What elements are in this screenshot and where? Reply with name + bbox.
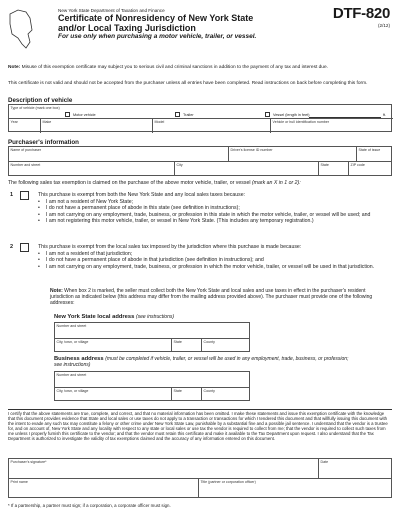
business-state-field[interactable] [172, 388, 202, 401]
state-label: State [320, 162, 329, 167]
local-city-label: City, town, or village [56, 339, 89, 344]
date-field[interactable] [319, 459, 392, 479]
business-county-label: County [203, 388, 215, 393]
certification-text: I certify that the above statements are true, complete, and correct, and that no material information has been omitted. I make these statements and issue this exemption certificate with the knowledge that this document provides evidence that State and local sales or use taxes do not apply to a transaction or transactions for which I tendered this document and that willfully issuing this document with the intent to evade any such tax may constitute a felony or other crime under New York State Law, punishable by a substantial fine and a possible jail sentence. I understand that the vendor is a trustee for, and on account of, New York State and any locality with respect to any state or local sales or use tax the vendor is required to collect from me; that the vendor is required to collect such taxes from me unless I properly furnish this certificate to the vendor; and that the vendor must retain this certificate and make it available to the Tax Department upon request. I also understand that the Tax Department is authorized to investigate the validity of tax exemptions claimed and the accuracy of any information entered on this document. [8, 411, 388, 442]
vin-label: Vehicle or hull identification number [272, 119, 330, 124]
list-item: • I am not registering this motor vehicle, trailer, or vessel in New York State. (This includes any temporary registration.) [38, 218, 388, 224]
form-title-line1: Certificate of Nonresidency of New York State [58, 13, 254, 23]
item1-heading: This purchase is exempt from both the New York State and any local sales taxes because: [38, 192, 246, 198]
business-street-field[interactable] [55, 372, 250, 388]
claim-line [8, 180, 392, 186]
validity-note: This certificate is not valid and should not be accepted from the purchaser unless all entries have been completed. Read instructions on back before completing this form. [8, 81, 368, 86]
item2-note-text: When box 2 is marked, the seller must collect both the New York State and local sales and use taxes in effect in the purchaser's resident jurisdiction as indicated below (this address may differ from the mailing address provided above). The purchaser must provide one of the following addresses: [50, 288, 373, 307]
street-label: Number and street [10, 162, 41, 167]
list-item: • I am not a resident of that jurisdiction; [38, 251, 388, 257]
business-city-label: City, town, or village [56, 388, 89, 393]
purchaser-name-field[interactable] [9, 147, 229, 162]
vessel-label: Vessel (length in feet) [273, 113, 310, 117]
item2-heading: This purchase is exempt from the local sales tax imposed by the jurisdiction where this purchase is made because: [38, 244, 302, 250]
form-number: DTF-820 [332, 5, 390, 22]
print-name-field[interactable] [9, 479, 199, 498]
vehicle-section-heading: Description of vehicle [8, 97, 73, 104]
zip-field[interactable] [349, 162, 392, 176]
state-of-issue-field[interactable] [357, 147, 392, 162]
zip-label: ZIP code [350, 162, 365, 167]
vessel-checkbox[interactable] [265, 112, 270, 117]
certification-rule [8, 409, 392, 410]
business-county-field[interactable] [202, 388, 250, 401]
form-title-line2: and/or Local Taxing Jurisdiction [58, 22, 196, 33]
signature-table [8, 458, 392, 498]
local-state-label: State [173, 339, 182, 344]
purchaser-name-label: Name of purchaser [10, 147, 42, 152]
note-label: Note: [8, 65, 21, 70]
item1-list [38, 199, 388, 225]
item1-checkbox[interactable] [20, 191, 29, 200]
business-street-label: Number and street [56, 372, 87, 377]
title-field[interactable] [199, 479, 392, 498]
vehicle-type-label: Type of vehicle (mark one box) [10, 105, 60, 110]
item2-list [38, 251, 388, 270]
business-address-table [54, 371, 250, 401]
item1-number: 1 [10, 192, 14, 198]
motor-vehicle-label: Motor vehicle [73, 113, 96, 117]
model-label: Model [154, 119, 165, 124]
city-label: City [176, 162, 183, 167]
business-address-title: Business address [54, 356, 104, 362]
license-label: Driver's license ID number [230, 147, 273, 152]
year-label: Year [10, 119, 18, 124]
make-field[interactable] [41, 119, 153, 133]
signature-field[interactable] [9, 459, 319, 479]
list-item: • I do not have a permanent place of abode in that jurisdiction (see definition in instructions); and [38, 257, 388, 263]
state-field[interactable] [319, 162, 349, 176]
vehicle-table [8, 104, 392, 132]
local-street-field[interactable] [55, 323, 250, 339]
purchaser-section-heading: Purchaser's information [8, 139, 79, 146]
item2-number: 2 [10, 244, 14, 250]
street-field[interactable] [9, 162, 175, 176]
vin-field[interactable] [271, 119, 392, 133]
form-subtitle: For use only when purchasing a motor vehicle, trailer, or vessel. [58, 33, 257, 40]
local-state-field[interactable] [172, 339, 202, 352]
new-york-state-icon [8, 8, 34, 50]
misuse-note [8, 65, 392, 71]
local-address-title: New York State local address [54, 314, 135, 320]
local-address-table [54, 322, 250, 352]
local-address-heading [54, 314, 174, 320]
trailer-label: Trailer [183, 113, 194, 117]
business-address-heading [54, 356, 354, 368]
list-item: • I am not carrying on any employment, trade, business, or profession in which the motor vehicle, trailer, or vessel will be used in that jurisdiction. [38, 264, 388, 270]
local-city-field[interactable] [55, 339, 172, 352]
purchaser-table [8, 146, 392, 176]
list-item: • I do not have a permanent place of abode in this state (see definition in instructions); [38, 205, 388, 211]
business-city-field[interactable] [55, 388, 172, 401]
item2-note [50, 288, 388, 307]
form-date: (2/12) [377, 23, 390, 28]
vessel-length-line[interactable] [309, 117, 381, 118]
trailer-checkbox[interactable] [175, 112, 180, 117]
motor-vehicle-checkbox[interactable] [65, 112, 70, 117]
print-name-label: Print name [10, 479, 28, 484]
list-item: • I am not a resident of New York State; [38, 199, 388, 205]
local-county-label: County [203, 339, 215, 344]
item2-note-label: Note: [50, 288, 63, 294]
city-field[interactable] [175, 162, 319, 176]
signature-footnote: * If a partnership, a partner must sign; if a corporation, a corporate officer must sign. [8, 503, 171, 508]
claim-line-text: The following sales tax exemption is claimed on the purchase of the above motor vehicle, trailer, or vessel [8, 180, 251, 186]
form-title [58, 14, 318, 33]
model-field[interactable] [153, 119, 271, 133]
claim-line-hint: (mark an X in 1 or 2): [251, 180, 301, 186]
signature-label: Purchaser's signature* [10, 459, 47, 464]
list-item: • I am not carrying on any employment, trade, business, or profession in this state in which the motor vehicle, trailer, or vessel will be used; and [38, 212, 388, 218]
date-label: Date [320, 459, 329, 464]
local-county-field[interactable] [202, 339, 250, 352]
local-street-label: Number and street [56, 323, 87, 328]
year-field[interactable] [9, 119, 41, 133]
item2-checkbox[interactable] [20, 243, 29, 252]
title-label: Title (partner or corporation officer) [200, 479, 256, 484]
note-text: Misuse of this exemption certificate may subject you to serious civil and criminal sanctions in addition to the payment of any tax and interest due. [21, 65, 328, 70]
business-state-label: State [173, 388, 182, 393]
license-field[interactable] [229, 147, 357, 162]
ft-label: ft. [383, 113, 387, 117]
state-of-issue-label: State of issue [358, 147, 381, 152]
local-address-hint: (see instructions) [135, 314, 175, 320]
business-address-hint: (must be completed if vehicle, trailer, or vessel will be used in any employment, trade, business, or profession; see instructions) [54, 356, 349, 368]
make-label: Make [42, 119, 52, 124]
department-name: New York State Department of Taxation and Finance [58, 8, 165, 13]
